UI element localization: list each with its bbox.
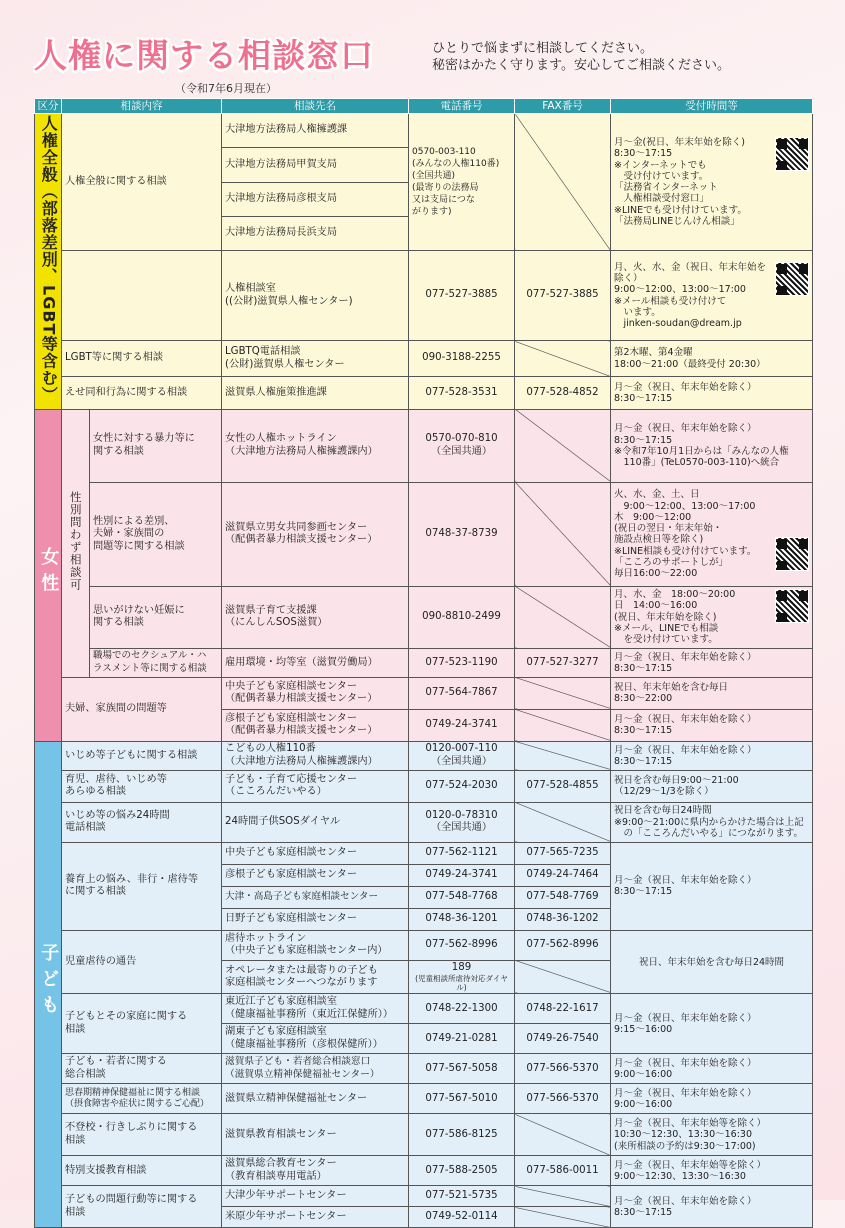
content-cell: 特別支援教育相談 bbox=[62, 1156, 222, 1186]
fax-cell: 077-528-4852 bbox=[515, 376, 611, 409]
fax-empty-cell bbox=[515, 586, 611, 648]
fax-empty-cell bbox=[515, 1207, 611, 1228]
hours-cell: 月～金（祝日、年末年始を除く） 8:30～17:15 bbox=[611, 741, 813, 770]
tel-cell[interactable]: 090-8810-2499 bbox=[409, 586, 515, 648]
table-row bbox=[35, 741, 813, 770]
name-cell: 彦根子ども家庭相談センター bbox=[222, 864, 409, 886]
table-row bbox=[35, 1054, 813, 1084]
category-kodomo: 子ども bbox=[35, 741, 62, 1228]
content-cell: 思春期精神保健福祉に関する相談 （摂食障害や症状に関するご心配） bbox=[62, 1084, 222, 1114]
col-header-fax: FAX番号 bbox=[515, 99, 611, 114]
name-cell: 大津地方法務局彦根支局 bbox=[222, 182, 409, 216]
table-row bbox=[35, 994, 813, 1024]
tel-cell[interactable]: 077-521-5735 bbox=[409, 1186, 515, 1207]
tel-cell[interactable]: 0749-21-0281 bbox=[409, 1024, 515, 1054]
fax-cell: 077-548-7769 bbox=[515, 886, 611, 908]
name-cell: 女性の人権ホットライン （大津地方法務局人権擁護課内） bbox=[222, 409, 409, 482]
hours-cell: 第2木曜、第4金曜 18:00～21:00（最終受付 20:30） bbox=[611, 341, 813, 377]
name-cell: 虐待ホットライン （中央子ども家庭相談センター内） bbox=[222, 930, 409, 960]
fax-empty-cell bbox=[515, 482, 611, 586]
content-cell: いじめ等子どもに関する相談 bbox=[62, 741, 222, 770]
tel-cell[interactable]: 0748-37-8739 bbox=[409, 482, 515, 586]
name-cell: 大津少年サポートセンター bbox=[222, 1186, 409, 1207]
fax-cell: 077-566-5370 bbox=[515, 1054, 611, 1084]
hours-cell: 月～金（祝日、年末年始等を除く） 9:00～12:30、13:30～16:30 bbox=[611, 1156, 813, 1186]
hours-cell: 月～金（祝日、年末年始を除く） 8:30～17:15 ※令和7年10月1日からは「みんなの人権 110番」(TeL0570-003-110)へ統合 bbox=[611, 409, 813, 482]
qr-code-icon[interactable] bbox=[775, 589, 809, 623]
fax-cell: 0748-36-1202 bbox=[515, 908, 611, 930]
col-header-category: 区分 bbox=[35, 99, 62, 114]
tel-cell[interactable]: 0570-003-110 (みんなの人権110番) (全国共通) (最寄りの法務局 又は支局につな がります) bbox=[409, 114, 515, 251]
tel-cell[interactable]: 077-588-2505 bbox=[409, 1156, 515, 1186]
name-cell: 滋賀県立精神保健福祉センター bbox=[222, 1084, 409, 1114]
name-cell: 湖東子ども家庭相談室 （健康福祉事務所（彦根保健所）） bbox=[222, 1024, 409, 1054]
section-josei bbox=[35, 409, 813, 741]
table-row bbox=[35, 114, 813, 148]
content-cell: えせ同和行為に関する相談 bbox=[62, 376, 222, 409]
table-row bbox=[35, 770, 813, 802]
tel-cell[interactable]: 077-527-3885 bbox=[409, 251, 515, 341]
hours-cell: 祝日を含む毎日24時間 ※9:00～21:00に県内からかけた場合は上記 の「こころんだいやる」につながります。 bbox=[611, 802, 813, 842]
tel-cell[interactable]: 077-586-8125 bbox=[409, 1114, 515, 1156]
name-cell: 大津地方法務局人権擁護課 bbox=[222, 114, 409, 148]
fax-cell: 0748-22-1617 bbox=[515, 994, 611, 1024]
name-cell: 雇用環境・均等室（滋賀労働局） bbox=[222, 648, 409, 677]
content-empty-cell bbox=[62, 251, 222, 341]
qr-code-icon[interactable] bbox=[775, 262, 809, 296]
tel-cell[interactable]: 077-524-2030 bbox=[409, 770, 515, 802]
tel-cell[interactable]: 0120-007-110 （全国共通） bbox=[409, 741, 515, 770]
fax-empty-cell bbox=[515, 802, 611, 842]
table-row bbox=[35, 677, 813, 709]
category-jinken: 人権全般（部落差別、LGBT等含む） bbox=[35, 114, 62, 410]
name-cell: 大津・高島子ども家庭相談センター bbox=[222, 886, 409, 908]
tel-number: 189 bbox=[451, 961, 472, 973]
content-cell: 性別による差別、 夫婦・家族間の 問題等に関する相談 bbox=[90, 482, 222, 586]
table-row bbox=[35, 341, 813, 377]
tel-cell[interactable]: 077-567-5058 bbox=[409, 1054, 515, 1084]
consultation-table bbox=[34, 98, 813, 1228]
table-row bbox=[35, 1156, 813, 1186]
content-cell: 不登校・行きしぶりに関する 相談 bbox=[62, 1114, 222, 1156]
hours-cell: 月～金（祝日、年末年始等を除く） 10:30～12:30、13:30～16:30 (来所相談の予約は9:30～17:00) bbox=[611, 1114, 813, 1156]
tel-cell[interactable]: 0570-070-810 （全国共通） bbox=[409, 409, 515, 482]
content-cell: 子どもの問題行動等に関する 相談 bbox=[62, 1186, 222, 1228]
page-title: 人権に関する相談窓口 bbox=[34, 36, 374, 75]
qr-code-icon[interactable] bbox=[775, 137, 809, 171]
name-cell: LGBTQ電話相談 (公財)滋賀県人権センター bbox=[222, 341, 409, 377]
hours-cell: 月～金(祝日、年末年始を除く) 8:30～17:15 ※インターネットでも 受け付けています。 「法務省インターネット 人権相談受付窓口」 ※LINEでも受け付けています。 「法務局LINEじんけん相談」 bbox=[611, 114, 813, 251]
table-row bbox=[35, 1186, 813, 1207]
hours-cell: 月～金（祝日、年末年始を除く） 8:30～17:15 bbox=[611, 648, 813, 677]
tel-cell[interactable]: 077-528-3531 bbox=[409, 376, 515, 409]
content-cell: LGBT等に関する相談 bbox=[62, 341, 222, 377]
table-row bbox=[35, 409, 813, 482]
fax-cell: 0749-26-7540 bbox=[515, 1024, 611, 1054]
lead-text bbox=[432, 40, 730, 74]
table-row bbox=[35, 1084, 813, 1114]
content-cell: 女性に対する暴力等に 関する相談 bbox=[90, 409, 222, 482]
col-header-hours: 受付時間等 bbox=[611, 99, 813, 114]
hours-cell: 月～金（祝日、年末年始を除く） 8:30～17:15 bbox=[611, 376, 813, 409]
name-cell: 滋賀県子ども・若者総合相談窓口 （滋賀県立精神保健福祉センター） bbox=[222, 1054, 409, 1084]
fax-empty-cell bbox=[515, 1114, 611, 1156]
col-header-tel: 電話番号 bbox=[409, 99, 515, 114]
tel-cell[interactable]: 0748-36-1201 bbox=[409, 908, 515, 930]
table-row bbox=[35, 251, 813, 341]
fax-cell: 077-528-4855 bbox=[515, 770, 611, 802]
hours-cell: 火、水、金、土、日 9:00～12:00、13:00～17:00 木 9:00～12:00 (祝日の翌日・年末年始・ 施設点検日等を除く) ※LINE相談も受け付けています。 「こころのサポートしが」 毎日16:00～22:00 bbox=[611, 482, 813, 586]
name-cell: 大津地方法務局甲賀支局 bbox=[222, 148, 409, 182]
name-cell: 滋賀県人権施策推進課 bbox=[222, 376, 409, 409]
tel-cell[interactable]: 0749-24-3741 bbox=[409, 864, 515, 886]
hours-cell: 月～金（祝日、年末年始を除く） 9:00～16:00 bbox=[611, 1054, 813, 1084]
fax-cell: 077-566-5370 bbox=[515, 1084, 611, 1114]
name-cell: 子ども・子育て応援センター （こころんだいやる） bbox=[222, 770, 409, 802]
tel-cell[interactable]: 077-548-7768 bbox=[409, 886, 515, 908]
content-cell: 子ども・若者に関する 総合相談 bbox=[62, 1054, 222, 1084]
lead-line-2: 秘密はかたく守ります。安心してご相談ください。 bbox=[432, 58, 730, 73]
hours-cell: 月、水、金 18:00～20:00 日 14:00～16:00 (祝日、年末年始を除く) ※メール、LINEでも相談 を受け付けています。 bbox=[611, 586, 813, 648]
content-cell: いじめ等の悩み24時間 電話相談 bbox=[62, 802, 222, 842]
content-cell: 育児、虐待、いじめ等 あらゆる相談 bbox=[62, 770, 222, 802]
content-cell: 職場でのセクシュアル・ハ ラスメント等に関する相談 bbox=[90, 648, 222, 677]
col-header-name: 相談先名 bbox=[222, 99, 409, 114]
table-row bbox=[35, 930, 813, 960]
table-row bbox=[35, 842, 813, 864]
tel-cell[interactable]: 090-3188-2255 bbox=[409, 341, 515, 377]
hours-cell: 月～金（祝日、年末年始を除く） 9:00～16:00 bbox=[611, 1084, 813, 1114]
name-cell: 日野子ども家庭相談センター bbox=[222, 908, 409, 930]
name-cell: 滋賀県子育て支援課 （にんしんSOS滋賀） bbox=[222, 586, 409, 648]
tel-note: (児童相談所虐待対応ダイヤル) bbox=[415, 974, 508, 993]
qr-code-icon[interactable] bbox=[775, 537, 809, 571]
table-row bbox=[35, 586, 813, 648]
hours-cell: 祝日、年末年始を含む毎日24時間 bbox=[611, 930, 813, 994]
name-cell: 中央子ども家庭相談センター bbox=[222, 842, 409, 864]
name-cell: 24時間子供SOSダイヤル bbox=[222, 802, 409, 842]
content-cell: 思いがけない妊娠に 関する相談 bbox=[90, 586, 222, 648]
section-jinken bbox=[35, 114, 813, 410]
tel-cell[interactable]: 077-562-8996 bbox=[409, 930, 515, 960]
fax-empty-cell bbox=[515, 677, 611, 709]
name-cell: 彦根子ども家庭相談センター （配偶者暴力相談支援センター） bbox=[222, 709, 409, 741]
hours-cell: 月～金（祝日、年末年始を除く） 8:30～17:15 bbox=[611, 842, 813, 930]
fax-cell: 077-565-7235 bbox=[515, 842, 611, 864]
name-cell: 中央子ども家庭相談センター （配偶者暴力相談支援センター） bbox=[222, 677, 409, 709]
hours-cell: 月～金（祝日、年末年始を除く） 9:15～16:00 bbox=[611, 994, 813, 1054]
fax-empty-cell bbox=[515, 709, 611, 741]
name-cell: こどもの人権110番 （大津地方法務局人権擁護課内） bbox=[222, 741, 409, 770]
table-row bbox=[35, 376, 813, 409]
fax-cell: 077-527-3885 bbox=[515, 251, 611, 341]
table-header-row bbox=[35, 99, 813, 114]
content-cell: 児童虐待の通告 bbox=[62, 930, 222, 994]
name-cell: 人権相談室 ((公財)滋賀県人権センター) bbox=[222, 251, 409, 341]
tel-cell[interactable]: 0749-52-0114 bbox=[409, 1207, 515, 1228]
tel-cell[interactable]: 077-562-1121 bbox=[409, 842, 515, 864]
name-cell: 滋賀県立男女共同参画センター （配偶者暴力相談支援センター） bbox=[222, 482, 409, 586]
table-row bbox=[35, 802, 813, 842]
fax-empty-cell bbox=[515, 960, 611, 994]
fax-empty-cell bbox=[515, 409, 611, 482]
tel-cell[interactable]: 0120-0-78310 （全国共通） bbox=[409, 802, 515, 842]
content-cell: 子どもとその家庭に関する 相談 bbox=[62, 994, 222, 1054]
fax-empty-cell bbox=[515, 741, 611, 770]
tel-cell[interactable]: 0749-24-3741 bbox=[409, 709, 515, 741]
name-cell: 大津地方法務局長浜支局 bbox=[222, 216, 409, 250]
fax-empty-cell bbox=[515, 341, 611, 377]
content-cell: 夫婦、家族間の問題等 bbox=[62, 677, 222, 741]
hours-cell: 月、火、水、金（祝日、年末年始を除く） 9:00～12:00、13:00～17:00 ※メール相談も受け付けて います。 jinken-soudan@dream.jp bbox=[611, 251, 813, 341]
content-cell: 養育上の悩み、非行・虐待等 に関する相談 bbox=[62, 842, 222, 930]
hours-cell: 祝日を含む毎日9:00～21:00 （12/29～1/3を除く） bbox=[611, 770, 813, 802]
hours-cell: 月～金（祝日、年末年始を除く） 8:30～17:15 bbox=[611, 1186, 813, 1228]
fax-empty-cell bbox=[515, 1186, 611, 1207]
content-cell: 人権全般に関する相談 bbox=[62, 114, 222, 251]
name-cell: オペレータまたは最寄りの子ども 家庭相談センターへつながります bbox=[222, 960, 409, 994]
tel-cell[interactable] bbox=[409, 960, 515, 994]
table-row bbox=[35, 648, 813, 677]
col-header-content: 相談内容 bbox=[62, 99, 222, 114]
table-row bbox=[35, 482, 813, 586]
fax-empty-cell bbox=[515, 114, 611, 251]
fax-cell: 077-562-8996 bbox=[515, 930, 611, 960]
name-cell: 滋賀県教育相談センター bbox=[222, 1114, 409, 1156]
category-josei: 女性 bbox=[35, 409, 62, 741]
tel-cell[interactable]: 077-567-5010 bbox=[409, 1084, 515, 1114]
name-cell: 東近江子ども家庭相談室 （健康福祉事務所（東近江保健所）） bbox=[222, 994, 409, 1024]
table-row bbox=[35, 1114, 813, 1156]
hours-cell: 月～金（祝日、年末年始を除く） 8:30～17:15 bbox=[611, 709, 813, 741]
tel-cell[interactable]: 077-523-1190 bbox=[409, 648, 515, 677]
hours-cell: 祝日、年末年始を含む毎日 8:30～22:00 bbox=[611, 677, 813, 709]
name-cell: 滋賀県総合教育センター （教育相談専用電話） bbox=[222, 1156, 409, 1186]
fax-cell: 077-586-0011 bbox=[515, 1156, 611, 1186]
tel-cell[interactable]: 077-564-7867 bbox=[409, 677, 515, 709]
lead-line-1: ひとりで悩まずに相談してください。 bbox=[432, 41, 654, 56]
as-of-date: （令和7年6月現在） bbox=[175, 82, 277, 95]
fax-cell: 0749-24-7464 bbox=[515, 864, 611, 886]
fax-cell: 077-527-3277 bbox=[515, 648, 611, 677]
name-cell: 米原少年サポートセンター bbox=[222, 1207, 409, 1228]
tel-cell[interactable]: 0748-22-1300 bbox=[409, 994, 515, 1024]
sub-category: 性別問わず相談可 bbox=[62, 409, 90, 677]
section-kodomo bbox=[35, 741, 813, 1228]
